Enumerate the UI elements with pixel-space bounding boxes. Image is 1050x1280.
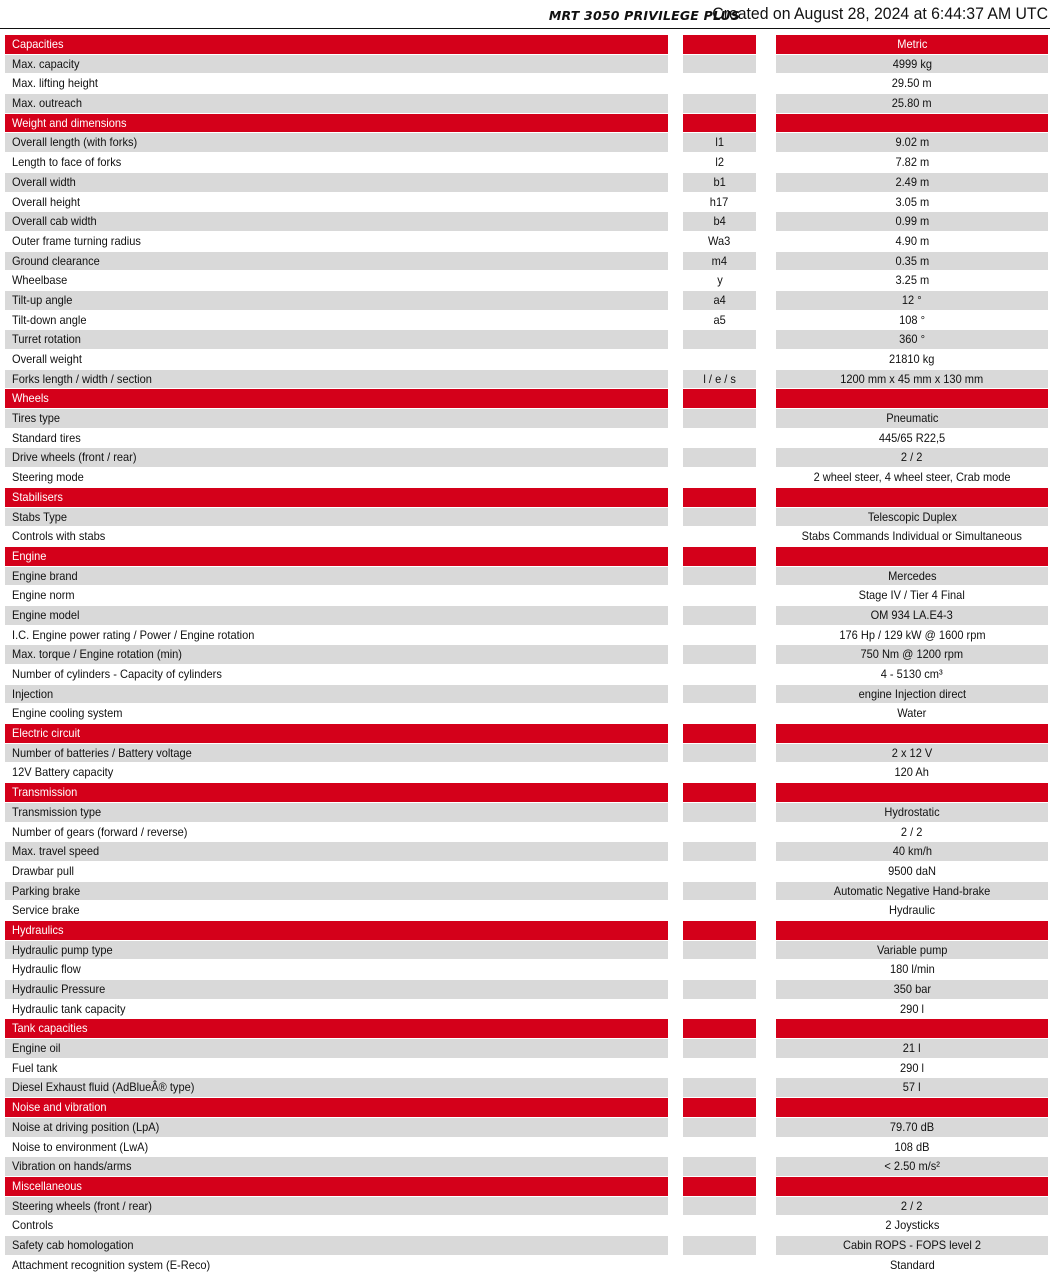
spec-symbol <box>683 704 756 723</box>
spec-value: Telescopic Duplex <box>776 508 1048 527</box>
spec-label: Parking brake <box>5 882 668 901</box>
spec-value: OM 934 LA.E4-3 <box>776 606 1048 625</box>
spec-row <box>5 409 1048 429</box>
spec-row <box>5 153 1048 173</box>
spec-row <box>5 1138 1048 1158</box>
spec-row <box>5 330 1048 350</box>
spec-value: 4.90 m <box>895 233 929 248</box>
spec-row <box>5 508 1048 528</box>
spec-symbol: Wa3 <box>708 233 731 248</box>
spec-value: 7.82 m <box>895 155 929 170</box>
spec-symbol <box>683 685 756 704</box>
spec-row <box>5 1236 1048 1256</box>
spec-symbol <box>683 1236 756 1255</box>
spec-row <box>5 448 1048 468</box>
spec-symbol <box>683 744 756 763</box>
spec-symbol <box>683 74 756 93</box>
spec-row <box>5 980 1048 1000</box>
spec-label: Outer frame turning radius <box>12 233 141 248</box>
section-header-row <box>5 488 1048 508</box>
spec-value: < 2.50 m/s² <box>776 1157 1048 1176</box>
spec-value: 25.80 m <box>776 94 1048 113</box>
spec-value: 2 Joysticks <box>885 1218 939 1233</box>
spec-row <box>5 1256 1048 1276</box>
spec-label: Max. torque / Engine rotation (min) <box>5 645 668 664</box>
spec-symbol <box>683 1157 756 1176</box>
spec-row <box>5 232 1048 252</box>
spec-value: 2 / 2 <box>776 448 1048 467</box>
spec-value: 2 / 2 <box>901 824 923 839</box>
spec-symbol <box>683 1000 756 1019</box>
spec-value: Pneumatic <box>776 409 1048 428</box>
spec-row <box>5 803 1048 823</box>
section-symbol <box>683 921 756 940</box>
spec-value: Hydrostatic <box>776 803 1048 822</box>
spec-label: 12V Battery capacity <box>12 765 114 780</box>
spec-row <box>5 862 1048 882</box>
spec-symbol <box>683 763 756 782</box>
spec-row <box>5 311 1048 331</box>
spec-symbol <box>683 665 756 684</box>
spec-value: 360 ° <box>776 330 1048 349</box>
spec-label: Diesel Exhaust fluid (AdBlueÂ® type) <box>5 1078 668 1097</box>
spec-label: Engine norm <box>12 588 75 603</box>
section-header-row <box>5 1019 1048 1039</box>
spec-row <box>5 173 1048 193</box>
spec-value: 79.70 dB <box>776 1118 1048 1137</box>
spec-symbol <box>683 1197 756 1216</box>
spec-value: 4 - 5130 cm³ <box>881 667 943 681</box>
spec-label: I.C. Engine power rating / Power / Engine rotation <box>12 627 255 642</box>
spec-label: Steering wheels (front / rear) <box>5 1197 668 1216</box>
section-label: Miscellaneous <box>5 1177 668 1196</box>
spec-value: 40 km/h <box>776 842 1048 861</box>
spec-value: 21 l <box>776 1039 1048 1058</box>
spec-symbol: a5 <box>713 312 726 327</box>
spec-symbol <box>683 330 756 349</box>
spec-symbol <box>683 1256 756 1275</box>
spec-row <box>5 763 1048 783</box>
spec-label: Tilt-up angle <box>5 291 668 310</box>
spec-label: Number of gears (forward / reverse) <box>12 824 188 839</box>
spec-row <box>5 645 1048 665</box>
spec-value: 9500 daN <box>888 863 936 878</box>
spec-symbol <box>683 448 756 467</box>
spec-label: Safety cab homologation <box>5 1236 668 1255</box>
spec-value: 4999 kg <box>776 55 1048 74</box>
spec-label: Number of cylinders - Capacity of cylinders <box>12 667 222 681</box>
section-label: Engine <box>5 547 668 566</box>
section-value <box>776 724 1048 743</box>
spec-symbol <box>683 527 756 546</box>
spec-value: 1200 mm x 45 mm x 130 mm <box>776 370 1048 389</box>
spec-value: 2 / 2 <box>776 1197 1048 1216</box>
section-symbol <box>683 389 756 408</box>
spec-label: Drawbar pull <box>12 863 74 878</box>
spec-symbol <box>683 409 756 428</box>
spec-label: Engine oil <box>5 1039 668 1058</box>
spec-row <box>5 626 1048 646</box>
spec-symbol: h17 <box>710 194 729 209</box>
spec-symbol: b4 <box>683 212 756 231</box>
spec-row <box>5 74 1048 94</box>
spec-row <box>5 586 1048 606</box>
spec-label: Max. outreach <box>5 94 668 113</box>
section-label: Transmission <box>5 783 668 802</box>
document-header <box>0 0 1050 29</box>
spec-row <box>5 252 1048 272</box>
spec-value: Stage IV / Tier 4 Final <box>858 588 966 603</box>
section-value <box>776 547 1048 566</box>
spec-value: Water <box>897 706 927 721</box>
spec-value: Standard <box>889 1257 935 1272</box>
spec-label: Tires type <box>5 409 668 428</box>
section-symbol <box>683 1019 756 1038</box>
spec-value: Stabs Commands Individual or Simultaneous <box>801 529 1023 544</box>
spec-label: Injection <box>5 685 668 704</box>
spec-label: Engine cooling system <box>12 706 123 721</box>
spec-row <box>5 1216 1048 1236</box>
created-timestamp: Created on August 28, 2024 at 6:44:37 AM UTC <box>712 4 1048 23</box>
spec-row <box>5 291 1048 311</box>
spec-row <box>5 960 1048 980</box>
spec-label: Max. lifting height <box>12 76 98 91</box>
section-value <box>776 1019 1048 1038</box>
section-value <box>776 1177 1048 1196</box>
spec-symbol <box>683 429 756 448</box>
spec-symbol <box>683 586 756 605</box>
spec-row <box>5 1078 1048 1098</box>
spec-value: 108 dB <box>894 1139 930 1154</box>
spec-row <box>5 193 1048 213</box>
spec-value: 290 l <box>900 1060 924 1075</box>
spec-symbol <box>683 901 756 920</box>
spec-row <box>5 527 1048 547</box>
spec-label: Tilt-down angle <box>12 312 87 327</box>
spec-symbol <box>683 1138 756 1157</box>
spec-symbol: l / e / s <box>683 370 756 389</box>
spec-symbol: b1 <box>683 173 756 192</box>
spec-label: Noise at driving position (LpA) <box>5 1118 668 1137</box>
spec-symbol <box>683 508 756 527</box>
spec-value: Automatic Negative Hand-brake <box>776 882 1048 901</box>
spec-value: Cabin ROPS - FOPS level 2 <box>776 1236 1048 1255</box>
spec-symbol <box>683 882 756 901</box>
model-name: MRT 3050 PRIVILEGE PLUS <box>548 8 740 23</box>
spec-symbol <box>683 803 756 822</box>
spec-row <box>5 744 1048 764</box>
spec-symbol <box>683 645 756 664</box>
spec-row <box>5 823 1048 843</box>
spec-table <box>5 35 1048 1275</box>
spec-value: 350 bar <box>776 980 1048 999</box>
spec-value: 0.35 m <box>776 252 1048 271</box>
spec-label: Overall height <box>12 194 81 209</box>
spec-row <box>5 665 1048 685</box>
spec-value: 108 ° <box>899 312 925 327</box>
section-header-row <box>5 724 1048 744</box>
spec-row <box>5 606 1048 626</box>
section-header-row <box>5 389 1048 409</box>
section-label: Noise and vibration <box>5 1098 668 1117</box>
section-symbol <box>683 783 756 802</box>
spec-symbol: l2 <box>715 155 724 170</box>
spec-label: Hydraulic Pressure <box>5 980 668 999</box>
section-symbol <box>683 114 756 133</box>
spec-symbol <box>683 823 756 842</box>
spec-value: 9.02 m <box>776 133 1048 152</box>
spec-symbol <box>683 468 756 487</box>
spec-value: engine Injection direct <box>776 685 1048 704</box>
spec-value: 176 Hp / 129 kW @ 1600 rpm <box>838 627 986 642</box>
spec-value: 290 l <box>900 1001 924 1016</box>
spec-row <box>5 901 1048 921</box>
spec-label: Engine brand <box>5 567 668 586</box>
spec-label: Fuel tank <box>12 1060 58 1075</box>
section-symbol <box>683 724 756 743</box>
spec-label: Length to face of forks <box>12 155 122 170</box>
section-value <box>776 389 1048 408</box>
spec-symbol: y <box>716 273 723 288</box>
spec-row <box>5 468 1048 488</box>
spec-label: Max. travel speed <box>5 842 668 861</box>
section-value: Metric <box>776 35 1048 54</box>
section-value <box>776 1098 1048 1117</box>
spec-label: Hydraulic flow <box>12 962 81 977</box>
spec-row <box>5 882 1048 902</box>
spec-symbol <box>683 94 756 113</box>
section-header-row <box>5 921 1048 941</box>
spec-row <box>5 350 1048 370</box>
spec-symbol <box>683 1078 756 1097</box>
section-label: Weight and dimensions <box>5 114 668 133</box>
spec-row <box>5 94 1048 114</box>
spec-row <box>5 212 1048 232</box>
spec-symbol <box>683 55 756 74</box>
spec-symbol: a4 <box>683 291 756 310</box>
spec-value: 180 l/min <box>889 962 935 977</box>
spec-value: Variable pump <box>776 941 1048 960</box>
spec-label: Hydraulic pump type <box>5 941 668 960</box>
spec-label: Ground clearance <box>5 252 668 271</box>
spec-row <box>5 941 1048 961</box>
spec-label: Transmission type <box>5 803 668 822</box>
spec-value: 3.05 m <box>895 194 929 209</box>
spec-symbol: l1 <box>683 133 756 152</box>
section-symbol <box>683 1098 756 1117</box>
spec-label: Vibration on hands/arms <box>5 1157 668 1176</box>
spec-row <box>5 1059 1048 1079</box>
section-label: Tank capacities <box>5 1019 668 1038</box>
spec-row <box>5 370 1048 390</box>
spec-row <box>5 685 1048 705</box>
spec-symbol <box>683 350 756 369</box>
spec-label: Hydraulic tank capacity <box>12 1001 126 1016</box>
section-label: Capacities <box>5 35 668 54</box>
section-value <box>776 114 1048 133</box>
spec-symbol: m4 <box>683 252 756 271</box>
section-header-row <box>5 1098 1048 1118</box>
spec-value: Mercedes <box>776 567 1048 586</box>
spec-value: 2.49 m <box>776 173 1048 192</box>
spec-label: Stabs Type <box>5 508 668 527</box>
spec-label: Standard tires <box>12 430 81 445</box>
spec-value: 445/65 R22,5 <box>878 430 946 445</box>
spec-label: Max. capacity <box>5 55 668 74</box>
spec-label: Service brake <box>12 903 80 918</box>
spec-row <box>5 842 1048 862</box>
section-symbol <box>683 35 756 54</box>
spec-symbol <box>683 1118 756 1137</box>
spec-value: 750 Nm @ 1200 rpm <box>776 645 1048 664</box>
spec-value: 57 l <box>776 1078 1048 1097</box>
spec-row <box>5 429 1048 449</box>
spec-label: Steering mode <box>12 470 84 485</box>
section-symbol <box>683 488 756 507</box>
spec-symbol <box>683 1039 756 1058</box>
spec-value: 3.25 m <box>895 273 929 288</box>
spec-label: Overall width <box>5 173 668 192</box>
spec-row <box>5 1039 1048 1059</box>
spec-label: Engine model <box>5 606 668 625</box>
spec-label: Overall length (with forks) <box>5 133 668 152</box>
spec-symbol <box>683 862 756 881</box>
section-value <box>776 488 1048 507</box>
spec-value: 0.99 m <box>776 212 1048 231</box>
spec-symbol <box>683 941 756 960</box>
spec-symbol <box>683 960 756 979</box>
spec-label: Noise to environment (LwA) <box>12 1139 149 1154</box>
spec-value: 2 wheel steer, 4 wheel steer, Crab mode <box>813 470 1011 485</box>
section-header-row <box>5 783 1048 803</box>
section-value <box>776 921 1048 940</box>
spec-row <box>5 1118 1048 1138</box>
spec-label: Overall weight <box>12 352 82 366</box>
spec-symbol <box>683 1059 756 1078</box>
spec-row <box>5 1000 1048 1020</box>
section-header-row <box>5 547 1048 567</box>
spec-label: Attachment recognition system (E-Reco) <box>12 1257 211 1272</box>
section-label: Electric circuit <box>5 724 668 743</box>
section-header-row <box>5 35 1048 55</box>
spec-row <box>5 567 1048 587</box>
spec-label: Drive wheels (front / rear) <box>5 448 668 467</box>
spec-symbol <box>683 626 756 645</box>
spec-value: 29.50 m <box>892 76 932 91</box>
spec-symbol <box>683 980 756 999</box>
spec-label: Overall cab width <box>5 212 668 231</box>
spec-row <box>5 1197 1048 1217</box>
section-header-row <box>5 1177 1048 1197</box>
section-label: Stabilisers <box>5 488 668 507</box>
spec-label: Forks length / width / section <box>5 370 668 389</box>
spec-label: Controls with stabs <box>12 529 106 544</box>
spec-label: Wheelbase <box>12 273 68 288</box>
spec-label: Turret rotation <box>5 330 668 349</box>
section-label: Wheels <box>5 389 668 408</box>
section-header-row <box>5 114 1048 134</box>
spec-label: Number of batteries / Battery voltage <box>5 744 668 763</box>
spec-row <box>5 271 1048 291</box>
section-symbol <box>683 547 756 566</box>
spec-row <box>5 133 1048 153</box>
section-value <box>776 783 1048 802</box>
section-label: Hydraulics <box>5 921 668 940</box>
spec-symbol <box>683 1216 756 1235</box>
section-symbol <box>683 1177 756 1196</box>
spec-row <box>5 704 1048 724</box>
spec-value: Hydraulic <box>888 903 935 918</box>
spec-symbol <box>683 567 756 586</box>
spec-row <box>5 55 1048 75</box>
spec-symbol <box>683 842 756 861</box>
spec-row <box>5 1157 1048 1177</box>
spec-value: 120 Ah <box>894 765 930 780</box>
spec-label: Controls <box>12 1218 54 1233</box>
spec-symbol <box>683 606 756 625</box>
spec-value: 2 x 12 V <box>776 744 1048 763</box>
spec-value: 12 ° <box>776 291 1048 310</box>
spec-value: 21810 kg <box>889 352 935 366</box>
